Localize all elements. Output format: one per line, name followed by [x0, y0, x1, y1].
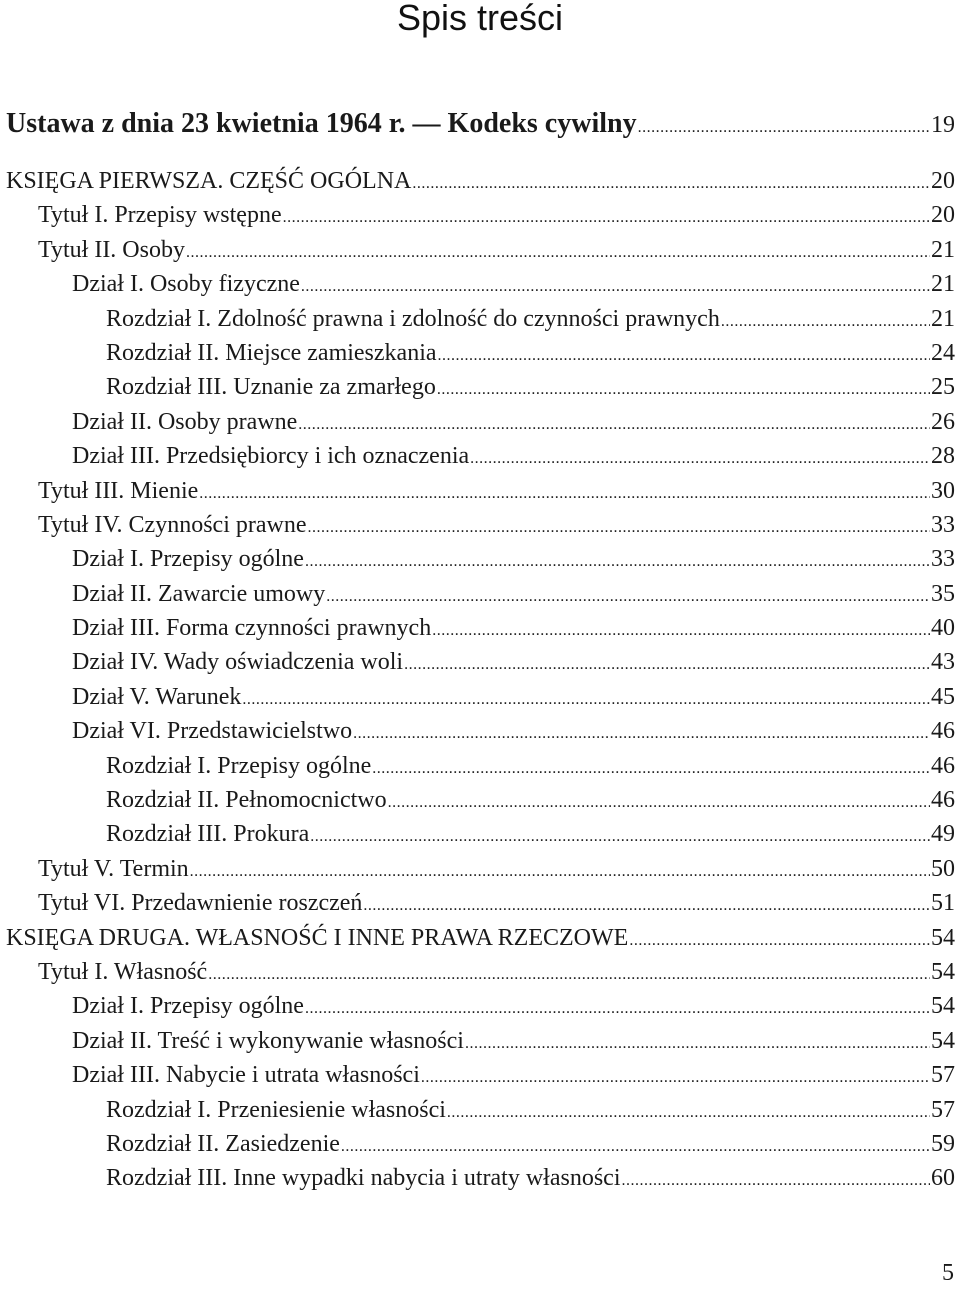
toc-entry-label: Dział II. Osoby prawne [72, 408, 298, 435]
toc-entry-page: 30 [931, 477, 955, 504]
dot-leader [301, 270, 930, 304]
toc-entry-label: Ustawa z dnia 23 kwietnia 1964 r. — Kodeks cywilny [6, 108, 637, 139]
toc-entry-page: 43 [931, 649, 955, 676]
toc-entry-label: Tytuł I. Własność [38, 958, 208, 985]
dot-leader [283, 201, 930, 235]
toc-entry[interactable] [0, 267, 955, 301]
toc-entry-label: Dział I. Przepisy ogólne [72, 993, 304, 1020]
toc-entry[interactable] [0, 542, 955, 576]
toc-entry[interactable] [0, 1024, 955, 1058]
toc-entry-page: 57 [931, 1096, 955, 1123]
toc-entry[interactable] [0, 1127, 955, 1161]
toc-entry-page: 46 [931, 752, 955, 779]
toc-entry-page: 28 [931, 443, 955, 470]
dot-leader [242, 683, 930, 717]
toc-entry[interactable] [0, 198, 955, 232]
toc-entry-page: 54 [931, 1027, 955, 1054]
toc-entry[interactable] [0, 645, 955, 679]
toc-entry-label: Rozdział III. Inne wypadki nabycia i utraty własności [106, 1165, 621, 1192]
toc-entry-page: 20 [931, 202, 955, 229]
dot-leader [208, 958, 930, 992]
dot-leader [638, 108, 930, 148]
toc-entry-label: Dział I. Przepisy ogólne [72, 546, 304, 573]
dot-leader [438, 339, 930, 373]
page-number: 5 [942, 1260, 954, 1286]
toc-entry-page: 54 [931, 993, 955, 1020]
dot-leader [310, 820, 930, 854]
dot-leader [308, 511, 931, 545]
toc-entry-page: 51 [931, 890, 955, 917]
dot-leader [186, 236, 930, 270]
dot-leader [305, 545, 930, 579]
toc-entry[interactable] [0, 817, 955, 851]
toc-entry-label: Rozdział III. Uznanie za zmarłego [106, 374, 436, 401]
toc-entry[interactable] [0, 164, 955, 198]
toc-main-entry[interactable] [6, 104, 955, 144]
toc-entry[interactable] [0, 508, 955, 542]
toc-entry-label: Rozdział III. Prokura [106, 821, 310, 848]
toc-entry-page: 46 [931, 787, 955, 814]
toc-entry-page: 40 [931, 615, 955, 642]
dot-leader [629, 924, 930, 958]
toc-entry[interactable] [0, 783, 955, 817]
toc-entry-page: 50 [931, 855, 955, 882]
dot-leader [353, 717, 930, 751]
toc-entry[interactable] [0, 302, 955, 336]
dot-leader [190, 855, 930, 889]
toc-entry-page: 60 [931, 1165, 955, 1192]
toc-entry-label: Tytuł VI. Przedawnienie roszczeń [38, 890, 363, 917]
toc-entry[interactable] [0, 474, 955, 508]
dot-leader [298, 408, 930, 442]
toc-entry-label: Rozdział I. Przepisy ogólne [106, 752, 372, 779]
toc-entry-page: 24 [931, 339, 955, 366]
toc-entry[interactable] [0, 1093, 955, 1127]
toc-entry-label: Tytuł IV. Czynności prawne [38, 511, 307, 538]
toc-entry[interactable] [0, 233, 955, 267]
toc-entry-label: Dział V. Warunek [72, 683, 242, 710]
page-title: Spis treści [396, 0, 564, 38]
toc-entry[interactable] [0, 680, 955, 714]
toc-entry-label: KSIĘGA DRUGA. WŁASNOŚĆ I INNE PRAWA RZECZOWE [6, 924, 629, 951]
toc-entry-label: Dział III. Przedsiębiorcy i ich oznaczenia [72, 443, 470, 470]
toc-entry[interactable] [0, 405, 955, 439]
toc-entry-label: Dział VI. Przedstawicielstwo [72, 718, 353, 745]
toc-entry-page: 33 [931, 511, 955, 538]
toc-entry[interactable] [0, 921, 955, 955]
dot-leader [447, 1096, 930, 1130]
dot-leader [305, 992, 930, 1026]
toc-entry-page: 26 [931, 408, 955, 435]
toc-entry-page: 20 [931, 168, 955, 194]
dot-leader [341, 1130, 930, 1164]
toc-entry-label: KSIĘGA PIERWSZA. CZĘŚĆ OGÓLNA [6, 168, 412, 194]
dot-leader [622, 1164, 931, 1198]
toc-entry-page: 21 [931, 271, 955, 298]
dot-leader [363, 889, 930, 923]
dot-leader [721, 305, 930, 339]
toc-entry-label: Tytuł I. Przepisy wstępne [38, 202, 282, 229]
dot-leader [437, 373, 930, 407]
toc-entry-page: 21 [931, 236, 955, 263]
toc-entry-label: Tytuł II. Osoby [38, 236, 185, 263]
toc-entry[interactable] [0, 370, 955, 404]
toc-entry-label: Tytuł III. Mienie [38, 477, 199, 504]
toc-entry-label: Dział III. Forma czynności prawnych [72, 615, 432, 642]
toc-entry-page: 21 [931, 305, 955, 332]
toc-entry[interactable] [0, 955, 955, 989]
toc-entry[interactable] [0, 749, 955, 783]
toc-entry-label: Rozdział I. Przeniesienie własności [106, 1096, 446, 1123]
toc-entry-label: Dział I. Osoby fizyczne [72, 271, 300, 298]
toc-entry-page: 59 [931, 1130, 955, 1157]
dot-leader [326, 580, 930, 614]
toc-entry-page: 57 [931, 1062, 955, 1089]
dot-leader [404, 648, 930, 682]
toc-entry-label: Rozdział II. Miejsce zamieszkania [106, 339, 437, 366]
toc-entry-label: Rozdział II. Pełnomocnictwo [106, 787, 387, 814]
dot-leader [432, 614, 930, 648]
toc-entry-page: 35 [931, 580, 955, 607]
dot-leader [199, 477, 930, 511]
toc-entry-page: 49 [931, 821, 955, 848]
toc-entry-label: Tytuł V. Termin [38, 855, 189, 882]
toc-entry-page: 46 [931, 718, 955, 745]
toc-entry-label: Dział III. Nabycie i utrata własności [72, 1062, 420, 1089]
toc-entry[interactable] [0, 989, 955, 1023]
toc-entry-page: 54 [931, 958, 955, 985]
toc-entry-label: Dział II. Treść i wykonywanie własności [72, 1027, 464, 1054]
dot-leader [465, 1027, 930, 1061]
dot-leader [372, 752, 930, 786]
dot-leader [421, 1061, 930, 1095]
dot-leader [470, 442, 930, 476]
toc-entry-label: Dział IV. Wady oświadczenia woli [72, 649, 404, 676]
dot-leader [388, 786, 930, 820]
table-of-contents [0, 164, 955, 1196]
dot-leader [412, 167, 930, 201]
toc-entry[interactable] [0, 852, 955, 886]
toc-entry-page: 33 [931, 546, 955, 573]
toc-entry-label: Rozdział I. Zdolność prawna i zdolność do czynności prawnych [106, 305, 720, 332]
toc-entry-label: Rozdział II. Zasiedzenie [106, 1130, 340, 1157]
toc-entry-page: 45 [931, 683, 955, 710]
toc-entry-page: 54 [931, 924, 955, 951]
toc-entry[interactable] [0, 886, 955, 920]
toc-entry-page: 19 [931, 112, 955, 138]
toc-entry[interactable] [0, 1161, 955, 1195]
toc-entry[interactable] [0, 439, 955, 473]
toc-entry-label: Dział II. Zawarcie umowy [72, 580, 326, 607]
toc-entry[interactable] [0, 1058, 955, 1092]
toc-entry[interactable] [0, 577, 955, 611]
toc-entry[interactable] [0, 714, 955, 748]
toc-entry-page: 25 [931, 374, 955, 401]
toc-entry[interactable] [0, 611, 955, 645]
toc-entry[interactable] [0, 336, 955, 370]
